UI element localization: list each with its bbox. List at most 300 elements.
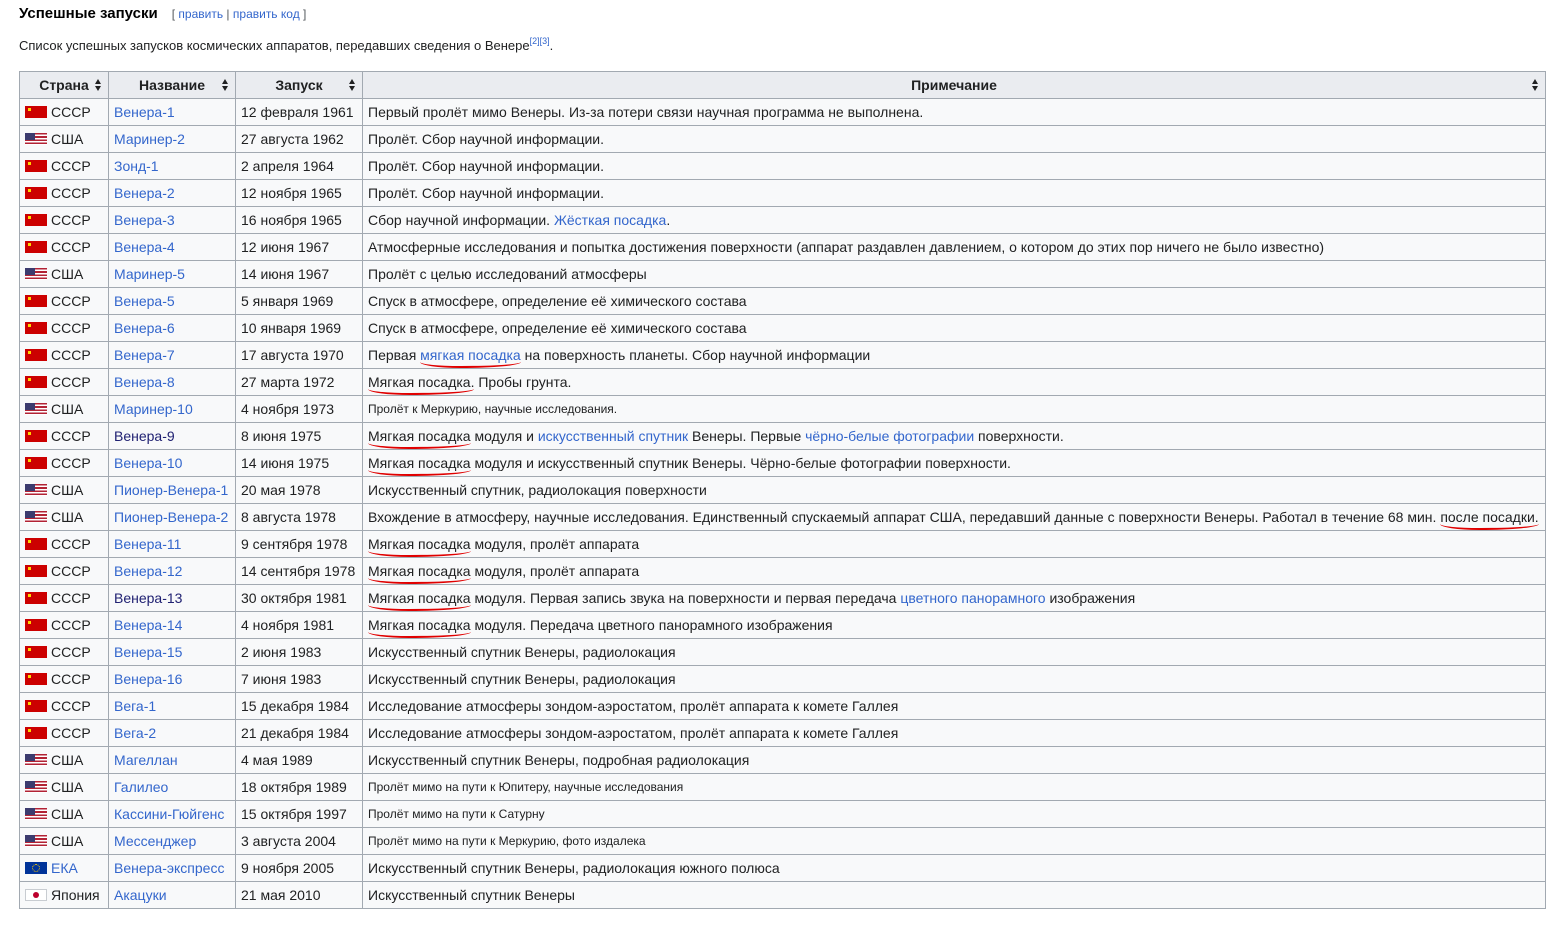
spacecraft-link[interactable]: Зонд-1 <box>114 158 159 174</box>
table-row <box>20 585 1546 612</box>
table-row <box>20 207 1546 234</box>
country-cell <box>20 288 109 315</box>
note-cell <box>363 261 1546 288</box>
column-header-launch[interactable]: Запуск <box>236 72 363 99</box>
note-cell <box>363 234 1546 261</box>
ussr-flag-icon[interactable] <box>25 457 47 469</box>
spacecraft-link[interactable]: Венера-15 <box>114 644 183 660</box>
ussr-flag-icon[interactable] <box>25 727 47 739</box>
table-row <box>20 369 1546 396</box>
country-cell <box>20 396 109 423</box>
spacecraft-link[interactable]: Венера-14 <box>114 617 183 633</box>
country-cell <box>20 423 109 450</box>
note-text: модуля, пролёт аппарата <box>470 536 640 552</box>
note-text: Искусственный спутник, радиолокация поверхности <box>368 482 707 498</box>
edit-links: [ править | править код ] <box>171 7 307 21</box>
ussr-flag-icon[interactable] <box>25 376 47 388</box>
table-row <box>20 234 1546 261</box>
country-cell <box>20 207 109 234</box>
spacecraft-link[interactable]: Пионер-Венера-1 <box>114 482 229 498</box>
launch-date-cell: 8 июня 1975 <box>236 423 363 450</box>
note-cell <box>363 693 1546 720</box>
note-cell <box>363 126 1546 153</box>
launch-date-cell: 8 августа 1978 <box>236 504 363 531</box>
name-cell <box>109 693 236 720</box>
note-text: Искусственный спутник Венеры <box>368 887 575 903</box>
usa-flag-icon[interactable] <box>25 808 47 820</box>
note-cell <box>363 747 1546 774</box>
name-cell <box>109 828 236 855</box>
spacecraft-link[interactable]: Венера-11 <box>114 536 182 552</box>
edit-link[interactable]: править <box>178 7 224 21</box>
spacecraft-link[interactable]: Кассини-Гюйгенс <box>114 806 225 822</box>
table-row <box>20 99 1546 126</box>
note-cell <box>363 585 1546 612</box>
table-row <box>20 288 1546 315</box>
launch-date-cell: 18 октября 1989 <box>236 774 363 801</box>
country-cell <box>20 558 109 585</box>
country-cell <box>20 855 109 882</box>
name-cell <box>109 99 236 126</box>
launch-date-cell: 2 апреля 1964 <box>236 153 363 180</box>
note-text: модуля, пролёт аппарата <box>470 563 640 579</box>
launch-date-cell: 14 сентября 1978 <box>236 558 363 585</box>
launch-date-cell: 21 мая 2010 <box>236 882 363 909</box>
note-link[interactable]: чёрно-белые фотографии <box>805 428 975 444</box>
country-cell <box>20 774 109 801</box>
name-cell <box>109 612 236 639</box>
launch-date-cell: 15 октября 1997 <box>236 801 363 828</box>
note-link[interactable]: мягкая посадка <box>420 347 521 363</box>
ussr-flag-icon[interactable] <box>25 322 47 334</box>
name-cell <box>109 666 236 693</box>
name-cell <box>109 396 236 423</box>
launch-date-cell: 14 июня 1967 <box>236 261 363 288</box>
spacecraft-link[interactable]: Маринер-5 <box>114 266 185 282</box>
launch-date-cell: 10 января 1969 <box>236 315 363 342</box>
note-text: Вхождение в атмосферу, научные исследования. Единственный спускаемый аппарат США, передавший данные с поверхности Венеры. Работал в течение 68 мин. <box>368 509 1441 525</box>
spacecraft-link[interactable]: Мессенджер <box>114 833 197 849</box>
spacecraft-link[interactable]: Венера-4 <box>114 239 175 255</box>
note-text: Пролёт мимо на пути к Меркурию, фото издалека <box>368 834 646 848</box>
country-name: СССР <box>51 185 91 201</box>
table-row <box>20 801 1546 828</box>
table-row <box>20 693 1546 720</box>
note-text: Пролёт. Сбор научной информации. <box>368 131 604 147</box>
country-cell <box>20 234 109 261</box>
country-name: США <box>51 266 84 282</box>
table-row <box>20 261 1546 288</box>
note-cell <box>363 369 1546 396</box>
column-header-note[interactable]: Примечание <box>363 72 1546 99</box>
ussr-flag-icon[interactable] <box>25 160 47 172</box>
country-name: СССР <box>51 617 91 633</box>
ussr-flag-icon[interactable] <box>25 349 47 361</box>
note-text: модуля. Первая запись звука на поверхности и первая передача <box>470 590 901 606</box>
spacecraft-link[interactable]: Венера-3 <box>114 212 175 228</box>
name-cell <box>109 504 236 531</box>
launch-date-cell: 9 ноября 2005 <box>236 855 363 882</box>
ussr-flag-icon[interactable] <box>25 646 47 658</box>
spacecraft-link[interactable]: Венера-9 <box>114 428 175 444</box>
note-text: . <box>666 212 671 228</box>
spacecraft-link[interactable]: Вега-2 <box>114 725 157 741</box>
launch-date-cell: 14 июня 1975 <box>236 450 363 477</box>
table-row <box>20 531 1546 558</box>
note-text: Мягкая посадка <box>368 563 471 579</box>
note-text: Мягкая посадка <box>368 536 471 552</box>
note-cell <box>363 855 1546 882</box>
launch-date-cell: 17 августа 1970 <box>236 342 363 369</box>
name-cell <box>109 261 236 288</box>
ussr-flag-icon[interactable] <box>25 700 47 712</box>
country-cell <box>20 342 109 369</box>
table-row <box>20 666 1546 693</box>
note-text: Исследование атмосферы зондом-аэростатом, пролёт аппарата к комете Галлея <box>368 698 899 714</box>
launch-date-cell: 12 февраля 1961 <box>236 99 363 126</box>
note-cell <box>363 504 1546 531</box>
country-name: СССР <box>51 374 91 390</box>
note-text: Первая <box>368 347 421 363</box>
note-text: Пролёт. Сбор научной информации. <box>368 158 604 174</box>
table-row <box>20 126 1546 153</box>
column-header-name[interactable]: Название <box>109 72 236 99</box>
country-name: США <box>51 833 84 849</box>
launch-date-cell: 16 ноября 1965 <box>236 207 363 234</box>
table-row <box>20 747 1546 774</box>
note-cell <box>363 99 1546 126</box>
ussr-flag-icon[interactable] <box>25 538 47 550</box>
country-name: СССР <box>51 293 91 309</box>
spacecraft-link[interactable]: Венера-7 <box>114 347 175 363</box>
country-cell <box>20 666 109 693</box>
spacecraft-link[interactable]: Венера-5 <box>114 293 175 309</box>
note-text: Пролёт с целью исследований атмосферы <box>368 266 647 282</box>
spacecraft-link[interactable]: Вега-1 <box>114 698 157 714</box>
table-row <box>20 855 1546 882</box>
spacecraft-link[interactable]: Венера-8 <box>114 374 175 390</box>
spacecraft-link[interactable]: Венера-6 <box>114 320 175 336</box>
japan-flag-icon[interactable] <box>25 889 47 901</box>
country-cell <box>20 531 109 558</box>
usa-flag-icon[interactable] <box>25 484 47 496</box>
note-cell <box>363 882 1546 909</box>
name-cell <box>109 126 236 153</box>
spacecraft-link[interactable]: Венера-13 <box>114 590 183 606</box>
note-cell <box>363 828 1546 855</box>
note-text: Искусственный спутник Венеры, радиолокация <box>368 671 676 687</box>
section-heading <box>19 5 306 27</box>
table-row <box>20 396 1546 423</box>
ussr-flag-icon[interactable] <box>25 295 47 307</box>
section-title: Успешные запуски <box>19 5 158 22</box>
country-cell <box>20 693 109 720</box>
table-row <box>20 153 1546 180</box>
country-name: СССР <box>51 347 91 363</box>
launch-date-cell: 3 августа 2004 <box>236 828 363 855</box>
country-cell <box>20 99 109 126</box>
table-row <box>20 477 1546 504</box>
usa-flag-icon[interactable] <box>25 511 47 523</box>
note-text: Пролёт мимо на пути к Сатурну <box>368 807 545 821</box>
name-cell <box>109 423 236 450</box>
note-cell <box>363 342 1546 369</box>
usa-flag-icon[interactable] <box>25 403 47 415</box>
note-text: Пролёт мимо на пути к Юпитеру, научные исследования <box>368 780 684 794</box>
note-text: Мягкая посадка <box>368 590 471 606</box>
launch-date-cell: 15 декабря 1984 <box>236 693 363 720</box>
usa-flag-icon[interactable] <box>25 781 47 793</box>
table-header-row <box>20 72 1546 99</box>
table-row <box>20 180 1546 207</box>
launch-date-cell: 20 мая 1978 <box>236 477 363 504</box>
name-cell <box>109 477 236 504</box>
name-cell <box>109 558 236 585</box>
sort-icon[interactable] <box>1532 79 1539 91</box>
country-cell <box>20 180 109 207</box>
note-text: Искусственный спутник Венеры, радиолокация южного полюса <box>368 860 780 876</box>
usa-flag-icon[interactable] <box>25 268 47 280</box>
country-cell <box>20 828 109 855</box>
country-cell <box>20 126 109 153</box>
name-cell <box>109 585 236 612</box>
esa-flag-icon[interactable] <box>25 862 47 874</box>
launch-date-cell: 4 ноября 1973 <box>236 396 363 423</box>
country-name: США <box>51 482 84 498</box>
ussr-flag-icon[interactable] <box>25 565 47 577</box>
launch-date-cell: 27 марта 1972 <box>236 369 363 396</box>
country-name: СССР <box>51 158 91 174</box>
country-name: Япония <box>51 887 100 903</box>
country-name: СССР <box>51 671 91 687</box>
ussr-flag-icon[interactable] <box>25 430 47 442</box>
country-name: СССР <box>51 644 91 660</box>
table-row <box>20 882 1546 909</box>
note-text: модуля и <box>470 428 538 444</box>
ussr-flag-icon[interactable] <box>25 241 47 253</box>
country-cell <box>20 369 109 396</box>
note-text: Пролёт. Сбор научной информации. <box>368 185 604 201</box>
usa-flag-icon[interactable] <box>25 835 47 847</box>
name-cell <box>109 747 236 774</box>
launches-table <box>19 71 1546 909</box>
note-cell <box>363 423 1546 450</box>
country-name: США <box>51 131 84 147</box>
note-cell <box>363 450 1546 477</box>
note-cell <box>363 558 1546 585</box>
note-text: Пробы грунта. <box>474 374 572 390</box>
country-name: СССР <box>51 320 91 336</box>
spacecraft-link[interactable]: Венера-10 <box>114 455 183 471</box>
country-cell <box>20 720 109 747</box>
name-cell <box>109 207 236 234</box>
note-text: Искусственный спутник Венеры, радиолокация <box>368 644 676 660</box>
note-text: Пролёт к Меркурию, научные исследования. <box>368 402 618 416</box>
name-cell <box>109 315 236 342</box>
spacecraft-link[interactable]: Венера-12 <box>114 563 183 579</box>
launch-date-cell: 7 июня 1983 <box>236 666 363 693</box>
launch-date-cell: 4 мая 1989 <box>236 747 363 774</box>
country-cell <box>20 504 109 531</box>
sort-icon[interactable] <box>95 79 102 91</box>
country-name: СССР <box>51 428 91 444</box>
note-cell <box>363 801 1546 828</box>
note-cell <box>363 207 1546 234</box>
country-name: СССР <box>51 212 91 228</box>
table-row <box>20 558 1546 585</box>
note-text: Мягкая посадка <box>368 617 471 633</box>
spacecraft-link[interactable]: Галилео <box>114 779 169 795</box>
ussr-flag-icon[interactable] <box>25 214 47 226</box>
note-cell <box>363 288 1546 315</box>
country-name: СССР <box>51 455 91 471</box>
note-text: на поверхность планеты. Сбор научной информации <box>520 347 871 363</box>
name-cell <box>109 531 236 558</box>
note-text: модуля и искусственный спутник Венеры. Чёрно-белые фотографии поверхности. <box>470 455 1011 471</box>
name-cell <box>109 288 236 315</box>
edit-code-link[interactable]: править код <box>232 7 300 21</box>
note-text: Искусственный спутник Венеры, подробная радиолокация <box>368 752 750 768</box>
country-cell <box>20 747 109 774</box>
table-row <box>20 612 1546 639</box>
country-cell <box>20 477 109 504</box>
country-cell <box>20 882 109 909</box>
intro-paragraph: Список успешных запусков космических аппаратов, передавших сведения о Венере[2][3]. <box>19 36 554 53</box>
note-text: Мягкая посадка. <box>368 374 475 390</box>
table-row <box>20 342 1546 369</box>
spacecraft-link[interactable]: Маринер-10 <box>114 401 193 417</box>
name-cell <box>109 234 236 261</box>
note-cell <box>363 774 1546 801</box>
country-name[interactable]: ЕКА <box>51 860 78 876</box>
country-name: США <box>51 401 84 417</box>
note-cell <box>363 180 1546 207</box>
note-text: Венеры. Первые <box>688 428 806 444</box>
ussr-flag-icon[interactable] <box>25 619 47 631</box>
note-cell <box>363 639 1546 666</box>
note-text: изображения <box>1045 590 1136 606</box>
name-cell <box>109 180 236 207</box>
table-row <box>20 423 1546 450</box>
ussr-flag-icon[interactable] <box>25 187 47 199</box>
country-cell <box>20 639 109 666</box>
usa-flag-icon[interactable] <box>25 754 47 766</box>
launch-date-cell: 12 ноября 1965 <box>236 180 363 207</box>
country-cell <box>20 612 109 639</box>
country-name: СССР <box>51 536 91 552</box>
sort-icon[interactable] <box>222 79 229 91</box>
note-cell <box>363 477 1546 504</box>
note-cell <box>363 720 1546 747</box>
ussr-flag-icon[interactable] <box>25 106 47 118</box>
country-name: США <box>51 779 84 795</box>
note-text: Первый пролёт мимо Венеры. Из-за потери связи научная программа не выполнена. <box>368 104 924 120</box>
ussr-flag-icon[interactable] <box>25 592 47 604</box>
note-cell <box>363 153 1546 180</box>
launch-date-cell: 5 января 1969 <box>236 288 363 315</box>
spacecraft-link[interactable]: Венера-16 <box>114 671 183 687</box>
spacecraft-link[interactable]: Венера-2 <box>114 185 175 201</box>
usa-flag-icon[interactable] <box>25 133 47 145</box>
country-name: СССР <box>51 563 91 579</box>
name-cell <box>109 855 236 882</box>
reference-3[interactable]: [3] <box>539 36 550 46</box>
launch-date-cell: 12 июня 1967 <box>236 234 363 261</box>
country-name: США <box>51 806 84 822</box>
launch-date-cell: 4 ноября 1981 <box>236 612 363 639</box>
table-row <box>20 720 1546 747</box>
note-text: Атмосферные исследования и попытка достижения поверхности (аппарат раздавлен давлением, о котором до этих пор ничего не было известно) <box>368 239 1325 255</box>
name-cell <box>109 153 236 180</box>
note-text: Исследование атмосферы зондом-аэростатом, пролёт аппарата к комете Галлея <box>368 725 899 741</box>
name-cell <box>109 342 236 369</box>
note-text: Мягкая посадка <box>368 455 471 471</box>
table-row <box>20 828 1546 855</box>
launch-date-cell: 27 августа 1962 <box>236 126 363 153</box>
name-cell <box>109 801 236 828</box>
table-row <box>20 504 1546 531</box>
launch-date-cell: 21 декабря 1984 <box>236 720 363 747</box>
spacecraft-link[interactable]: Венера-1 <box>114 104 175 120</box>
name-cell <box>109 639 236 666</box>
country-name: СССР <box>51 698 91 714</box>
note-cell <box>363 666 1546 693</box>
country-cell <box>20 261 109 288</box>
spacecraft-link[interactable]: Венера-экспресс <box>114 860 225 876</box>
ussr-flag-icon[interactable] <box>25 673 47 685</box>
note-link[interactable]: Жёсткая посадка <box>553 212 667 228</box>
name-cell <box>109 774 236 801</box>
table-row <box>20 315 1546 342</box>
table-row <box>20 774 1546 801</box>
note-text: модуля. Передача цветного панорамного изображения <box>470 617 833 633</box>
note-cell <box>363 396 1546 423</box>
launch-date-cell: 9 сентября 1978 <box>236 531 363 558</box>
reference-2[interactable]: [2] <box>529 36 540 46</box>
country-cell <box>20 450 109 477</box>
country-name: СССР <box>51 104 91 120</box>
country-cell <box>20 153 109 180</box>
note-text: Мягкая посадка <box>368 428 471 444</box>
note-text: Сбор научной информации. <box>368 212 554 228</box>
note-cell <box>363 531 1546 558</box>
table-body <box>20 99 1546 909</box>
country-name: СССР <box>51 239 91 255</box>
note-link[interactable]: цветного панорамного <box>900 590 1046 606</box>
country-name: США <box>51 509 84 525</box>
spacecraft-link[interactable]: Маринер-2 <box>114 131 185 147</box>
country-name: СССР <box>51 725 91 741</box>
note-text: после посадки. <box>1440 509 1539 525</box>
name-cell <box>109 369 236 396</box>
name-cell <box>109 720 236 747</box>
note-text: Спуск в атмосфере, определение её химического состава <box>368 320 747 336</box>
country-cell <box>20 315 109 342</box>
note-text: поверхности. <box>974 428 1064 444</box>
country-name: СССР <box>51 590 91 606</box>
launch-date-cell: 2 июня 1983 <box>236 639 363 666</box>
country-cell <box>20 801 109 828</box>
spacecraft-link[interactable]: Магеллан <box>114 752 178 768</box>
column-header-country[interactable]: Страна <box>20 72 109 99</box>
note-link[interactable]: искусственный спутник <box>537 428 689 444</box>
sort-icon[interactable] <box>349 79 356 91</box>
spacecraft-link[interactable]: Акацуки <box>114 887 167 903</box>
country-cell <box>20 585 109 612</box>
country-name: США <box>51 752 84 768</box>
note-text: Спуск в атмосфере, определение её химического состава <box>368 293 747 309</box>
spacecraft-link[interactable]: Пионер-Венера-2 <box>114 509 229 525</box>
